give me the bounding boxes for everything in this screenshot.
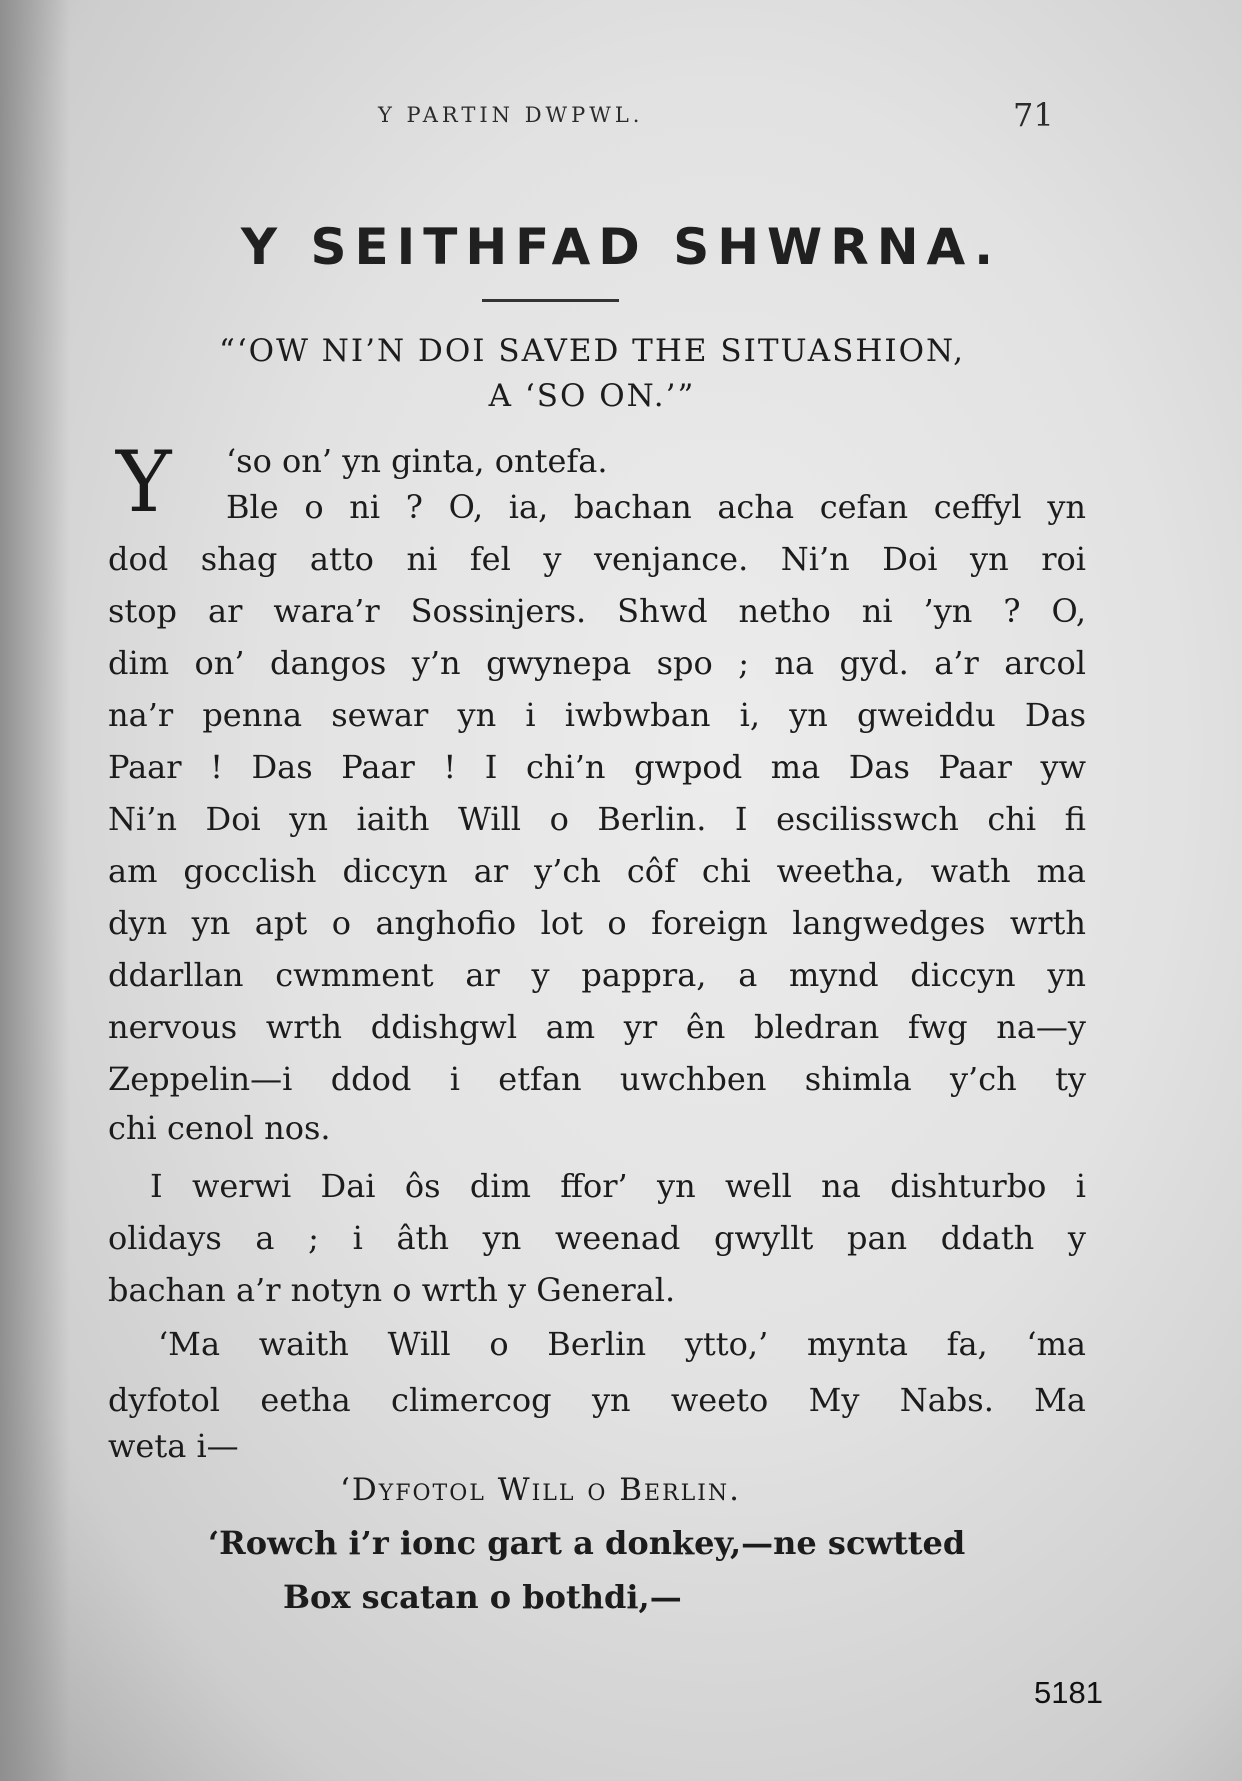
- body-line: bachan a’r notyn o wrth y General.: [108, 1271, 676, 1309]
- body-line: Ble o ni ? O, ia, bachan acha cefan ceffyl yn: [226, 488, 1086, 526]
- body-line: dod shag atto ni fel y venjance. Ni’n Doi yn roi: [108, 540, 1086, 578]
- body-line: dyn yn apt o anghofio lot o foreign langwedges wrth: [108, 904, 1086, 942]
- body-line: olidays a ; i âth yn weenad gwyllt pan ddath y: [108, 1219, 1086, 1257]
- poem-line: ‘Rowch i’r ionc gart a donkey,—ne scwtted: [208, 1524, 966, 1562]
- body-line: am gocclish diccyn ar y’ch côf chi weetha, wath ma: [108, 852, 1086, 890]
- body-line: dyfotol eetha climercog yn weeto My Nabs. Ma: [108, 1381, 1086, 1419]
- body-line: na’r penna sewar yn i iwbwban i, yn gweiddu Das: [108, 696, 1086, 734]
- body-line: dim on’ dangos y’n gwynepa spo ; na gyd. a’r arcol: [108, 644, 1086, 682]
- body-line: nervous wrth ddishgwl am yr ên bledran fwg na—y: [108, 1008, 1086, 1046]
- body-line: Paar ! Das Paar ! I chi’n gwpod ma Das Paar yw: [108, 748, 1086, 786]
- drop-cap: Y: [116, 433, 172, 531]
- page-number: 71: [1013, 96, 1054, 134]
- body-line: chi cenol nos.: [108, 1109, 331, 1147]
- body-line: I werwi Dai ôs dim ffor’ yn well na dishturbo i: [150, 1167, 1086, 1205]
- running-title: Y PARTIN DWPWL.: [378, 103, 644, 127]
- body-line: weta i—: [108, 1427, 239, 1465]
- body-line: Ni’n Doi yn iaith Will o Berlin. I escilisswch chi fi: [108, 800, 1086, 838]
- poem-title: ‘Dyfotol Will o Berlin.: [340, 1472, 742, 1508]
- title-divider: [482, 299, 619, 302]
- chapter-subtitle-line-1: “‘OW NI’N DOI SAVED THE SITUASHION,: [218, 333, 966, 369]
- body-line: ‘so on’ yn ginta, ontefa.: [226, 442, 608, 480]
- body-line: ‘Ma waith Will o Berlin ytto,’ mynta fa, ‘ma: [158, 1325, 1086, 1363]
- poem-line: Box scatan o bothdi,—: [283, 1578, 682, 1616]
- chapter-subtitle-line-2: A ‘SO ON.’”: [488, 378, 696, 414]
- body-line: stop ar wara’r Sossinjers. Shwd netho ni ’yn ? O,: [108, 592, 1086, 630]
- chapter-title: Y SEITHFAD SHWRNA.: [240, 218, 1002, 276]
- archive-number: 5181: [1034, 1675, 1103, 1710]
- body-line: Zeppelin—i ddod i etfan uwchben shimla y’ch ty: [108, 1060, 1086, 1098]
- body-line: ddarllan cwmment ar y pappra, a mynd diccyn yn: [108, 956, 1086, 994]
